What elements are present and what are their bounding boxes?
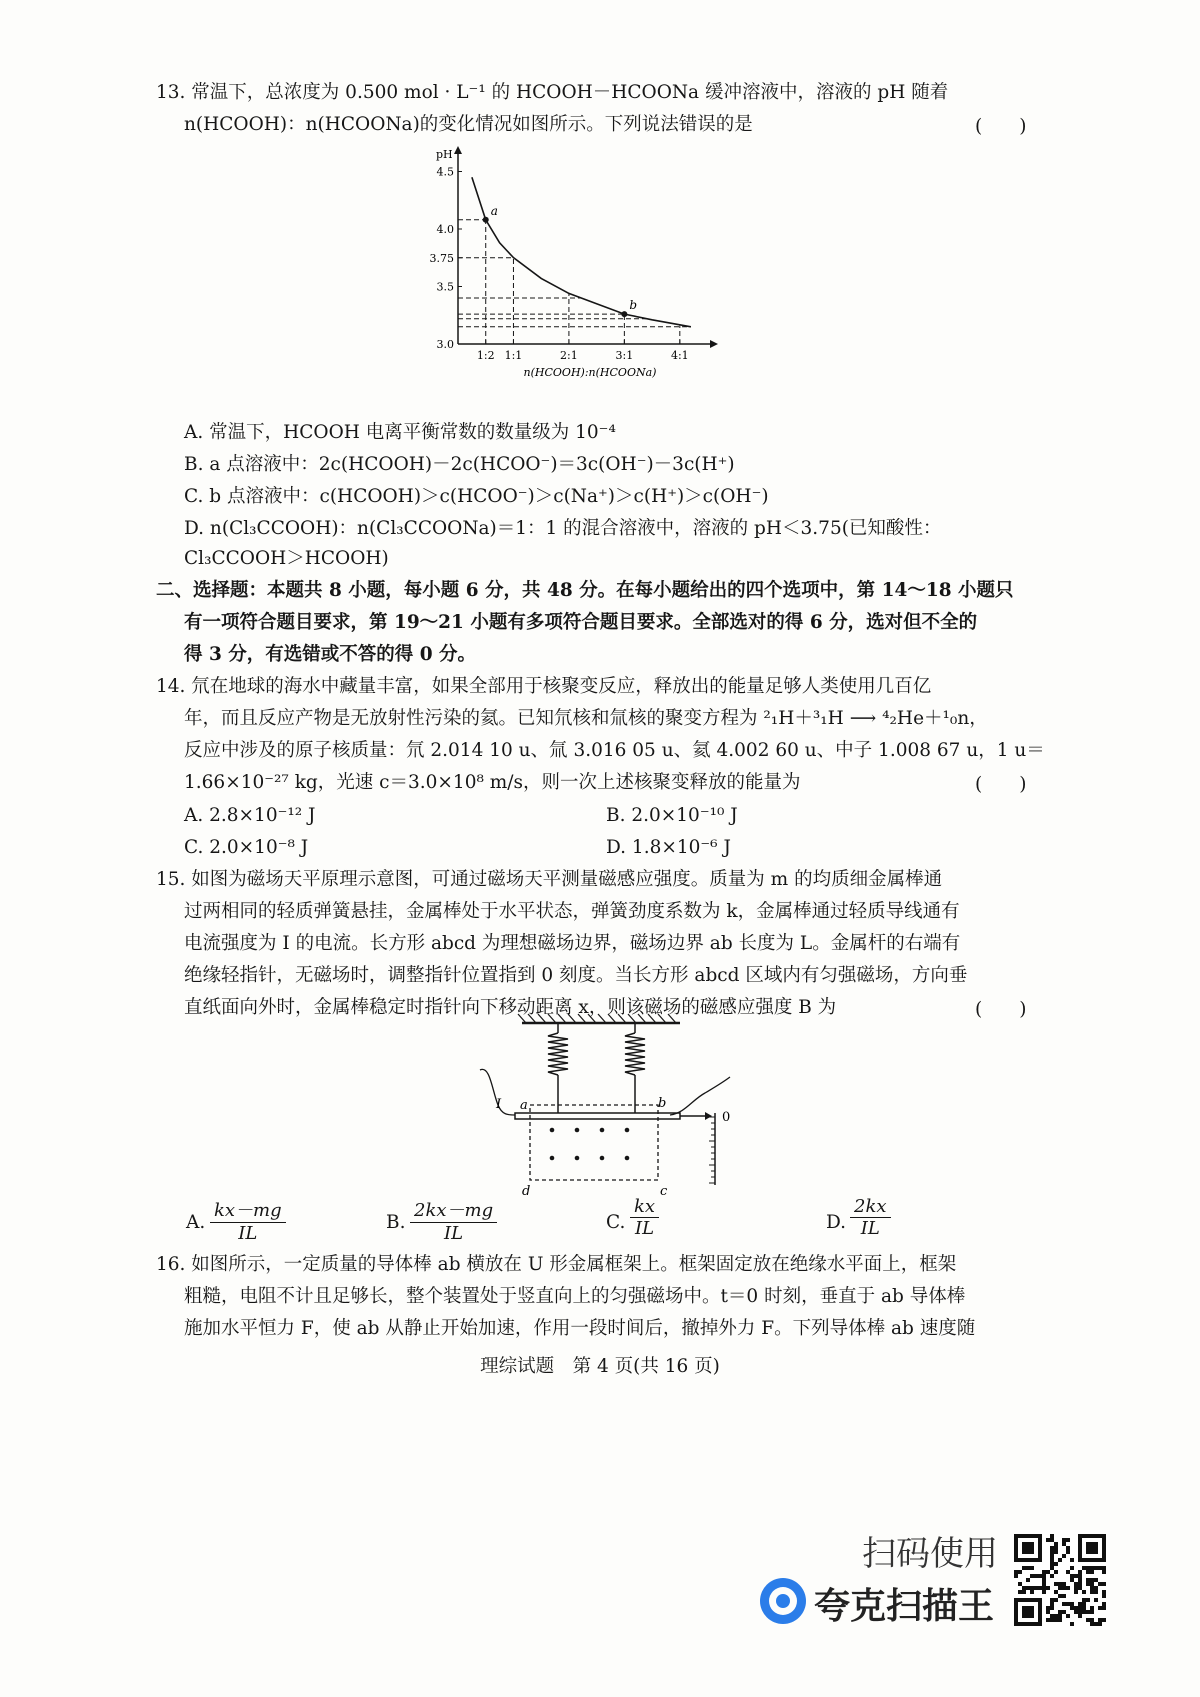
q16-line-2: 粗糙，电阻不计且足够长，整个装置处于竖直向上的匀强磁场中。t＝0 时刻，垂直于 ab 导体棒 <box>184 1286 966 1307</box>
q13-option-c: C. b 点溶液中：c(HCOOH)＞c(HCOO⁻)＞c(Na⁺)＞c(H⁺)＞c(OH⁻) <box>184 486 769 507</box>
q14-line-2: 年，而且反应产物是无放射性污染的氦。已知氘核和氚核的聚变方程为 ²₁H＋³₁H ⟶ ⁴₂He＋¹₀n， <box>184 708 988 729</box>
q15-line-2: 过两相同的轻质弹簧悬挂，金属棒处于水平状态，弹簧劲度系数为 k，金属棒通过轻质导线通有 <box>184 901 960 922</box>
y-tick-label: 4.5 <box>436 165 454 179</box>
q13-line-2: n(HCOOH)：n(HCOONa)的变化情况如图所示。下列说法错误的是 <box>184 114 753 135</box>
y-tick-label: 3.75 <box>429 251 454 265</box>
q13-line-1: 13. 常温下，总浓度为 0.500 mol · L⁻¹ 的 HCOOH－HCOONa 缓冲溶液中，溶液的 pH 随着 <box>156 82 949 103</box>
q14-line-1: 14. 氘在地球的海水中藏量丰富，如果全部用于核聚变反应，释放出的能量足够人类使用几百亿 <box>156 676 932 697</box>
q15-option-c-denominator: IL <box>634 1218 655 1239</box>
x-axis-label: n(HCOOH):n(HCOONa) <box>523 366 657 379</box>
q15-option-c-label: C. <box>606 1212 626 1233</box>
q13-option-d-line-2: Cl₃CCOOH＞HCOOH) <box>184 548 389 569</box>
q15-line-5: 直纸面向外时，金属棒稳定时指针向下移动距离 x，则该磁场的磁感应强度 B 为 <box>184 997 837 1018</box>
q15-option-a-label: A. <box>186 1212 206 1233</box>
q15-option-b-label: B. <box>386 1212 406 1233</box>
qr-code-icon <box>1010 1530 1110 1630</box>
y-axis-label: pH <box>436 148 453 161</box>
ph-chart <box>429 148 770 413</box>
q15-option-c-fraction <box>630 1196 659 1239</box>
section2-line-1: 二、选择题：本题共 8 小题，每小题 6 分，共 48 分。在每小题给出的四个选项中，第 14～18 小题只 <box>156 580 1014 601</box>
q13-option-a: A. 常温下，HCOOH 电离平衡常数的数量级为 10⁻⁴ <box>184 422 616 443</box>
x-axis-arrow <box>710 340 718 348</box>
current-label: I <box>496 1097 502 1112</box>
q15-answer-paren: ( ) <box>975 999 1027 1020</box>
corner-b-label: b <box>658 1096 667 1111</box>
q15-line-1: 15. 如图为磁场天平原理示意图，可通过磁场天平测量磁感应强度。质量为 m 的均质细金属棒通 <box>156 869 943 890</box>
y-tick-label: 4.0 <box>436 223 454 236</box>
q15-option-b-fraction <box>410 1196 497 1244</box>
x-tick-label: 3:1 <box>615 349 634 362</box>
q14-line-4: 1.66×10⁻²⁷ kg，光速 c＝3.0×10⁸ m/s，则一次上述核聚变释放的能量为 <box>184 772 801 793</box>
corner-c-label: c <box>660 1184 668 1199</box>
x-tick-label: 1:1 <box>504 349 523 362</box>
scanner-slogan: 扫码使用 <box>862 1534 998 1574</box>
point-a <box>483 217 489 223</box>
q15-option-a-denominator: IL <box>238 1223 258 1244</box>
scanner-logo-icon <box>760 1578 806 1624</box>
q15-line-4: 绝缘轻指针，无磁场时，调整指针位置指到 0 刻度。当长方形 abcd 区域内有匀强磁场，方向垂 <box>184 965 968 986</box>
q15-option-c-numerator: kx <box>630 1196 659 1218</box>
scale-zero-label: 0 <box>722 1110 731 1125</box>
q15-option-b-numerator: 2kx－mg <box>410 1196 497 1223</box>
q14-option-a: A. 2.8×10⁻¹² J <box>184 805 316 826</box>
q15-option-d-label: D. <box>826 1212 847 1233</box>
q15-option-d-denominator: IL <box>860 1218 880 1239</box>
q14-option-c: C. 2.0×10⁻⁸ J <box>184 837 309 858</box>
corner-a-label: a <box>520 1098 528 1113</box>
corner-d-label: d <box>522 1184 531 1199</box>
q14-option-d: D. 1.8×10⁻⁶ J <box>606 837 731 858</box>
point-b-label: b <box>629 298 638 313</box>
q15-option-b-denominator: IL <box>444 1223 464 1244</box>
q15-option-d-fraction <box>850 1196 891 1239</box>
point-a-label: a <box>490 203 498 218</box>
section2-line-2: 有一项符合题目要求，第 19～21 小题有多项符合题目要求。全部选对的得 6 分，选对但不全的 <box>184 612 978 633</box>
q16-line-3: 施加水平恒力 F，使 ab 从静止开始加速，作用一段时间后，撤掉外力 F。下列导体棒 ab 速度随 <box>184 1318 976 1339</box>
x-tick-label: 2:1 <box>560 349 578 362</box>
magnetic-balance-figure <box>460 1005 760 1200</box>
section2-line-3: 得 3 分，有选错或不答的得 0 分。 <box>184 644 477 665</box>
scanner-brand: 夸克扫描王 <box>814 1586 995 1627</box>
q15-option-d-numerator: 2kx <box>850 1196 891 1218</box>
q13-option-d-line-1: D. n(Cl₃CCOOH)：n(Cl₃CCOONa)＝1：1 的混合溶液中，溶液的 pH＜3.75(已知酸性： <box>184 518 942 539</box>
y-tick-label: 3.0 <box>436 338 454 351</box>
q15-line-3: 电流强度为 I 的电流。长方形 abcd 为理想磁场边界，磁场边界 ab 长度为 L。金属杆的右端有 <box>184 933 961 954</box>
q14-answer-paren: ( ) <box>975 774 1027 795</box>
q13-answer-paren: ( ) <box>975 116 1027 137</box>
page-footer: 理综试题 第 4 页(共 16 页) <box>480 1356 720 1377</box>
q14-line-3: 反应中涉及的原子核质量：氘 2.014 10 u、氚 3.016 05 u、氦 4.002 60 u、中子 1.008 67 u，1 u＝ <box>184 740 1045 761</box>
x-tick-label: 1:2 <box>476 349 495 362</box>
ph-curve <box>472 177 691 327</box>
q13-option-b: B. a 点溶液中：2c(HCOOH)－2c(HCOO⁻)＝3c(OH⁻)－3c(H⁺) <box>184 454 735 475</box>
q15-option-a-numerator: kx－mg <box>210 1196 286 1223</box>
y-tick-label: 3.5 <box>436 280 454 294</box>
point-b <box>621 311 627 317</box>
y-axis-arrow <box>454 146 462 154</box>
q15-option-a-fraction <box>210 1196 286 1244</box>
q14-option-b: B. 2.0×10⁻¹⁰ J <box>606 805 738 826</box>
x-tick-label: 4:1 <box>670 349 689 362</box>
q16-line-1: 16. 如图所示，一定质量的导体棒 ab 横放在 U 形金属框架上。框架固定放在绝缘水平面上，框架 <box>156 1254 957 1275</box>
